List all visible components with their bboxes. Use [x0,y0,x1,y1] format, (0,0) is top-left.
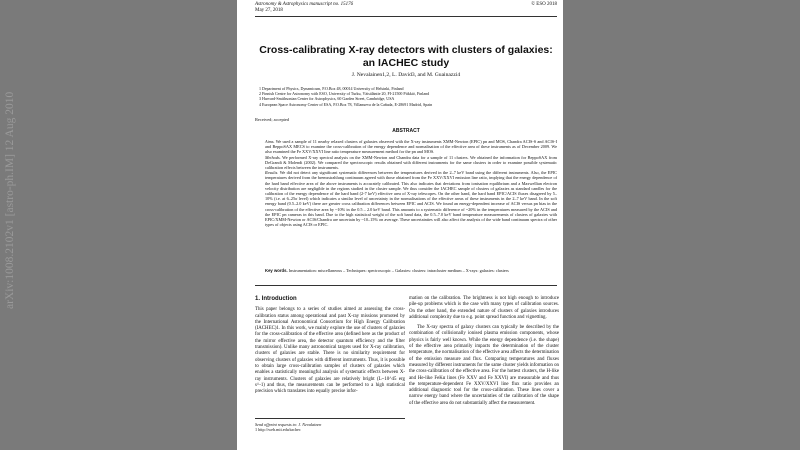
keywords-label: Key words. [265,268,288,273]
paper-title: Cross-calibrating X-ray detectors with clusters of galaxies: an IACHEC study [259,44,553,69]
section-rule [255,285,557,286]
right-paragraph-1: mation on the calibration. The brightness is not high enough to introduce pile-up problems which is the case with many types of calibration sources. On the other hand, the extended nature of clusters of galaxies introduces additional complexity due to e.g. point spread function and vignetting. [409,296,559,320]
journal-info [255,2,353,14]
affiliation: 2 Finnish Centre for Astronomy with ESO, University of Turku, Väisäläntie 20, FI-21500 Piikkiö, Finland [259,91,430,97]
footnote-offprint: Send offprint requests to: J. Nevalainen [255,422,322,427]
journal-line: Astronomy & Astrophysics manuscript no. 15176 [255,2,354,7]
abstract [265,139,557,227]
affiliations [259,86,557,107]
footnotes [255,418,405,433]
abstract-heading: ABSTRACT [392,128,420,134]
date-line: May 27, 2018 [255,8,283,13]
abstract-results [265,170,557,227]
intro-paragraph: This paper belongs to a series of studies aimed at assessing the cross-calibration status among operational and past X-ray missions promoted by the International Astronomical Consortium for High Energy Calibration (IACHEC)1. In this work, we mainly explore the use of clusters of galaxies for the cross-calibration of the effective area (defined here as the product of the mirror effective area, the detector quantum efficiency and the filter transmission). Unlike many astronomical targets used for X-ray calibration, clusters of galaxies are stable. There is no similarity requirement for observing clusters of galaxies with different instruments. Thus, it is possible to obtain large cross-calibration samples of clusters of galaxies which enables a statistically meaningful analysis of systematic effects between X-ray instruments. Clusters of galaxies are relatively bright (L~10^45 erg s^-1) and thus, the measurements can be performed to a high statistical precision which translates into equally precise infor- [255,307,405,395]
keywords-text: Instrumentation: miscellaneous – Techniques: spectroscopic – Galaxies: clusters: intracluster medium – X-rays: galaxies: clusters [288,268,509,273]
received-line: Received; accepted [255,117,290,122]
paper-page [237,0,563,450]
arxiv-stamp: arXiv:1008.2102v1 [astro-ph.IM] 12 Aug 2010 [4,91,16,309]
results-label: Results. [265,170,279,176]
affiliation: 4 European Space Astronomy Center of ESA, P.O.Box 78, Villanueva de la Cañada, E-28691 Madrid, Spain [259,101,433,107]
methods-label: Methods. [265,154,281,160]
left-column [255,296,405,395]
footnote-url: 1 http://web.mit.edu/iachec [255,427,301,433]
copyright: © ESO 2018 [531,2,557,7]
right-column [409,296,559,407]
authors: J. Nevalainen1,2, L. David3, and M. Guainazzi4 [351,72,461,78]
results-text: We did not detect any significant systematic differences between the temperatures derived in the 2–7 keV band using the different instruments. Also, the EPIC temperatures derived from the bremsstrahlung continuum agreed with those obtained from the Fe XXV/XXVI emission line ratio, implying that the energy dependence of the hard band effective area of the above instruments is accurately calibrated. This also indicates that deviations from ionisation equilibrium and a Maxwellian electron velocity distribution are negligible in the regions studied in the cluster sample. We thus consider the IACHEC sample of clusters of galaxies as standard candles for the calibration of the energy dependence of the hard band (2-7 keV) effective area of X-ray telescopes. On the other hand, the hard band EPIC/ACIS fluxes disagreed by 5–10% (i.e. at 6–25σ level) which indicates a similar level of uncertainty in the normalisations of the effective areas of these instruments in the 2–7 keV band. In the soft energy band (0.5–2.0 keV) there are greater cross calibration differences between EPIC and ACIS. We found an energy-dependent increase of ACIS versus pn bias in the cross-calibration of the effective area by ~10% in the 0.5 – 2.0 keV band. This amounts to a systematic difference of ~20% in the temperatures measured by the ACIS and the EPIC pn cameras in this band. Due to the high statistical weight of the soft band data, the 0.5–7.0 keV band temperature measurements of clusters of galaxies with EPIC/XMM-Newton or ACIS/Chandra are uncertain by ~10–15% on average. These uncertainties will also affect the analysis of the wide band continuum spectra of other types of objects using ACIS or EPIC. [265,170,557,228]
affiliation: 3 Harvard-Smithsonian Center for Astrophysics, 60 Garden Street, Cambridge, USA [259,96,395,102]
header-rule [255,16,557,17]
right-paragraph-2: The X-ray spectra of galaxy clusters can typically be described by the combination of collisionally ionised plasma emission components, whose physics is fairly well known. While the energy dependence (i.e. the shape) of the effective area primarily impacts the determination of the cluster temperature, the normalisation of the effective area affects the determination of the emission measure and flux. Comparing temperatures and fluxes measured by different instruments for the same cluster yields information on the cross-calibration of the effective area. For the hottest clusters, the H-like and He-like FeKα lines (Fe XXV and Fe XXVI) are measurable and thus the temperature-dependent Fe XXV/XXVI line flux ratio provides an additional diagnostic tool for the cross-calibration. These lines cover a narrow energy band where the uncertainties of the calibration of the shape of the effective area do not substantially affect the measurement. [409,325,559,406]
abstract-methods [265,155,557,171]
affiliation: 1 Department of Physics, Dynamicum, P.O.Box 48, 00014 University of Helsinki, Finland [259,86,404,91]
keywords [265,268,557,273]
intro-heading: 1. Introduction [255,296,297,302]
abstract-aims [265,139,557,155]
aims-label: Aims. [265,139,275,144]
aims-text: We used a sample of 11 nearby relaxed clusters of galaxies observed with the X-ray instruments XMM-Newton (EPIC) pn and MOS, Chandra ACIS-S and ACIS-I and BeppoSAX MECS to examine the cross-calibration of the energy dependence and normalisation of the effective area of these instruments as of December 2009. We also examined the Fe XXV/XXVI line ratio temperature measurement method for the pn and MOS. [265,139,557,155]
methods-text: We performed X-ray spectral analysis on the XMM-Newton and Chandra data for a sample of 11 clusters. We obtained the information for BeppoSAX from DeGrandi & Molendi (2002). We compared the spectroscopic results obtained with different instruments for the same clusters in order to examine possible systematic calibration effects between the instruments. [265,154,557,171]
